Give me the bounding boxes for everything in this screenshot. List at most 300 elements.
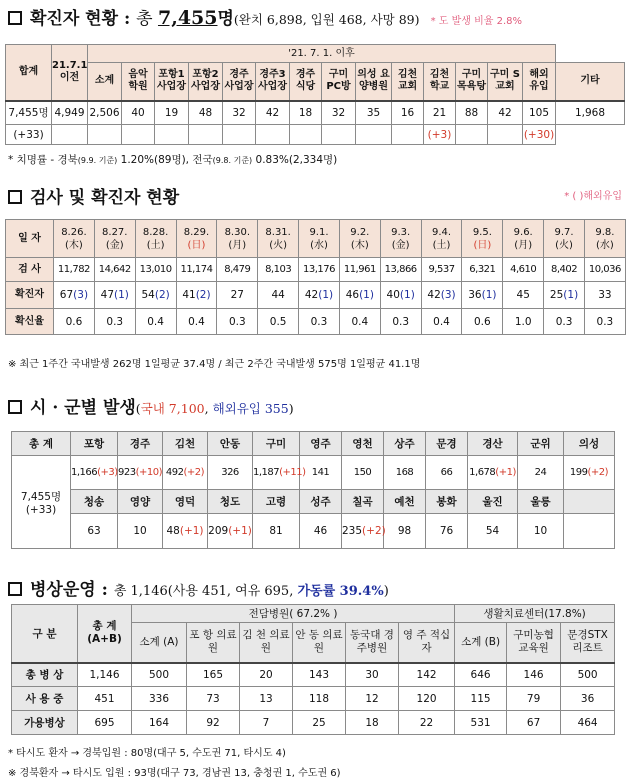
date-header — [176, 220, 217, 258]
positive-rate: 0.3 — [217, 309, 258, 335]
region-value — [518, 514, 564, 549]
confirmed-number: 46 — [345, 289, 360, 301]
overseas-number: (1) — [318, 289, 334, 301]
empty-cell — [356, 125, 392, 145]
gumi-increment: (+3) — [424, 125, 456, 145]
date-label: 8.27. — [102, 226, 128, 238]
weekday-label: (月) — [514, 239, 533, 251]
overseas-number: (2) — [195, 289, 211, 301]
facility-header: 포 항 의료원 — [187, 623, 240, 663]
positive-rate: 0.3 — [380, 309, 421, 335]
section-regional-header: 시 · 군별 발생(국내 7,100, 해외유입 355) — [8, 393, 294, 418]
cluster-header: 의성 요양병원 — [356, 63, 392, 101]
region-increment: (+1) — [179, 525, 204, 537]
header-rate: 확신율 — [6, 309, 54, 335]
region-value — [208, 456, 253, 490]
region-name: 경주 — [118, 432, 163, 456]
section-title: 병상운영 — [30, 580, 96, 600]
region-value — [163, 456, 208, 490]
bed-count: 30 — [346, 663, 399, 687]
date-header — [503, 220, 544, 258]
cluster-header: 구미 PC방 — [322, 63, 356, 101]
facility-header: 소계 (B) — [455, 623, 507, 663]
empty-cell — [155, 125, 189, 145]
region-count: 1,678 — [469, 467, 496, 478]
bed-count: 25 — [293, 711, 346, 735]
test-count: 11,782 — [54, 258, 95, 282]
confirmed-number: 25 — [549, 289, 564, 301]
cluster-header: 해외 유입 — [523, 63, 556, 101]
before-value: 4,949 — [52, 101, 88, 125]
region-count: 76 — [439, 525, 454, 537]
positive-rate: 0.5 — [258, 309, 299, 335]
empty-cell — [290, 125, 322, 145]
empty-cell — [322, 125, 356, 145]
header-category: 구 분 — [12, 605, 78, 663]
beds-summary: 총 1,146(사용 451, 여유 695, — [113, 584, 298, 599]
date-header — [339, 220, 380, 258]
cluster-value: 16 — [392, 101, 424, 125]
region-increment: (+1) — [228, 525, 252, 537]
header-hospitals: 전담병원( 67.2% ) — [132, 605, 455, 623]
bed-count: 120 — [399, 687, 455, 711]
bed-count: 13 — [240, 687, 293, 711]
weekday-label: (金) — [105, 239, 124, 251]
row-label: 가용병상 — [12, 711, 78, 735]
empty-cell — [564, 514, 615, 549]
confirmed-number: 36 — [468, 289, 482, 301]
weekday-label: (土) — [432, 239, 451, 251]
region-count: 1,187 — [253, 467, 280, 478]
confirmed-number: 44 — [271, 289, 285, 301]
confirmed-count — [339, 282, 380, 309]
bed-count: 92 — [187, 711, 240, 735]
empty-cell — [122, 125, 155, 145]
row-total: 451 — [78, 687, 132, 711]
regional-total: 7,455명 (+33) — [12, 456, 71, 549]
region-count: 54 — [485, 525, 500, 537]
region-name: 청송 — [71, 490, 118, 514]
test-count: 6,321 — [462, 258, 503, 282]
header-before: 21.7.1 이전 — [52, 45, 88, 101]
date-label: 9.2. — [350, 226, 370, 238]
region-increment: (+1) — [495, 467, 516, 478]
confirmed-count — [135, 282, 176, 309]
region-value — [253, 514, 300, 549]
cluster-value: 19 — [155, 101, 189, 125]
facility-header: 김 천 의료원 — [240, 623, 293, 663]
cluster-header: 경주 식당 — [290, 63, 322, 101]
facility-header: 안 동 의료원 — [293, 623, 346, 663]
region-value — [426, 456, 468, 490]
empty-cell — [564, 490, 615, 514]
region-name: 상주 — [384, 432, 426, 456]
date-label: 8.31. — [265, 226, 291, 238]
region-count: 168 — [395, 467, 414, 478]
region-increment: (+2) — [362, 525, 386, 537]
date-header — [258, 220, 299, 258]
confirmed-count — [544, 282, 585, 309]
confirmed-number: 42 — [304, 289, 319, 301]
cluster-value: 35 — [356, 101, 392, 125]
cluster-header: 포항2 사업장 — [189, 63, 223, 101]
region-name: 울진 — [468, 490, 518, 514]
test-count: 9,537 — [421, 258, 462, 282]
overseas-number: (1) — [359, 289, 374, 301]
header-period: '21. 7. 1. 이후 — [88, 45, 556, 63]
overseas-number: (1) — [563, 289, 579, 301]
bed-count: 22 — [399, 711, 455, 735]
cluster-value: 21 — [424, 101, 456, 125]
region-increment: (+11) — [279, 467, 306, 478]
confirmed-count — [421, 282, 462, 309]
bed-count: 7 — [240, 711, 293, 735]
header-total: 총 계 — [12, 432, 71, 456]
weekly-note: ※ 최근 1주간 국내발생 262명 1일평균 37.4명 / 최근 2주간 국내발생 575명 1일평균 41.1명 — [8, 359, 421, 370]
cluster-value: 40 — [122, 101, 155, 125]
region-value — [71, 456, 118, 490]
confirmed-count — [54, 282, 95, 309]
cluster-value: 105 — [523, 101, 556, 125]
region-value — [163, 514, 208, 549]
confirmed-count — [584, 282, 625, 309]
date-header — [94, 220, 135, 258]
bed-count: 500 — [132, 663, 187, 687]
total-detail: (완치 6,898, 입원 468, 사망 89) — [233, 12, 420, 27]
region-value — [384, 456, 426, 490]
region-count: 48 — [166, 525, 180, 537]
region-count: 141 — [311, 467, 330, 478]
weekday-label: (水) — [310, 239, 328, 251]
overseas-number: (3) — [440, 289, 456, 301]
positive-rate: 0.6 — [462, 309, 503, 335]
region-increment: (+10) — [135, 467, 162, 478]
facility-header: 동국대 경주병원 — [346, 623, 399, 663]
test-count: 8,402 — [544, 258, 585, 282]
weekday-label: (火) — [555, 239, 573, 251]
region-name: 울릉 — [518, 490, 564, 514]
square-bullet-icon — [8, 400, 22, 414]
bed-count: 146 — [507, 663, 561, 687]
facility-header: 소계 (A) — [132, 623, 187, 663]
date-label: 9.6. — [513, 226, 533, 238]
facility-header: 구미농협 교육원 — [507, 623, 561, 663]
region-name: 영덕 — [163, 490, 208, 514]
region-name: 김천 — [163, 432, 208, 456]
bed-count: 79 — [507, 687, 561, 711]
region-name: 영천 — [342, 432, 384, 456]
weekday-label: (月) — [228, 239, 247, 251]
weekday-label: (木) — [65, 239, 83, 251]
etc-increment: (+30) — [523, 125, 556, 145]
outbound-note: ※ 경북환자 → 타시도 입원 : 93명(대구 73, 경남권 13, 충청권 1, 수도권 6) — [8, 768, 341, 779]
section-tests-header — [8, 183, 622, 208]
region-value — [118, 456, 163, 490]
ratio-note: * 도 발생 비율 2.8% — [430, 16, 523, 27]
cluster-header: 김천 교회 — [392, 63, 424, 101]
positive-rate: 0.4 — [339, 309, 380, 335]
date-header — [54, 220, 95, 258]
weekday-label: (金) — [391, 239, 410, 251]
overseas-number: (3) — [73, 289, 89, 301]
confirmed-count — [380, 282, 421, 309]
bed-count: 36 — [561, 687, 615, 711]
test-count: 10,036 — [584, 258, 625, 282]
region-count: 66 — [440, 467, 453, 478]
bed-count: 67 — [507, 711, 561, 735]
positive-rate: 0.3 — [584, 309, 625, 335]
bed-count: 143 — [293, 663, 346, 687]
test-count: 11,961 — [339, 258, 380, 282]
cluster-value: 32 — [223, 101, 256, 125]
region-name: 성주 — [300, 490, 342, 514]
bed-count: 164 — [132, 711, 187, 735]
square-bullet-icon — [8, 11, 22, 25]
cluster-header: 음악 학원 — [122, 63, 155, 101]
utilization-rate: 가동률 39.4% — [297, 584, 384, 599]
positive-rate: 0.4 — [135, 309, 176, 335]
weekday-label: (火) — [269, 239, 288, 251]
date-label: 9.3. — [391, 226, 411, 238]
bed-count: 115 — [455, 687, 507, 711]
region-increment: (+3) — [97, 467, 118, 478]
positive-rate: 0.4 — [421, 309, 462, 335]
header-confirmed: 확진자 — [6, 282, 54, 309]
bed-count: 20 — [240, 663, 293, 687]
confirmed-count — [503, 282, 544, 309]
header-beds-total: 총 계 (A+B) — [78, 605, 132, 663]
overseas-count: 해외유입 355 — [212, 401, 289, 416]
confirmed-count — [217, 282, 258, 309]
bed-count: 646 — [455, 663, 507, 687]
regional-table — [11, 431, 615, 549]
region-count: 46 — [313, 525, 328, 537]
header-tests: 검 사 — [6, 258, 54, 282]
region-name: 예천 — [384, 490, 426, 514]
test-count: 8,479 — [217, 258, 258, 282]
row-label: 총 병 상 — [12, 663, 78, 687]
region-name: 영주 — [300, 432, 342, 456]
date-label: 9.7. — [554, 226, 574, 238]
region-increment: (+2) — [587, 467, 609, 478]
cluster-header: 경주3 사업장 — [256, 63, 290, 101]
date-label: 8.29. — [183, 226, 210, 238]
region-value — [300, 514, 342, 549]
date-header — [135, 220, 176, 258]
region-name: 군위 — [518, 432, 564, 456]
region-name: 의성 — [564, 432, 615, 456]
date-label: 8.30. — [224, 226, 251, 238]
cluster-header: 경주 사업장 — [223, 63, 256, 101]
bed-count: 12 — [346, 687, 399, 711]
date-header — [421, 220, 462, 258]
subtotal-value: 2,506 — [88, 101, 122, 125]
overseas-number: (1) — [399, 289, 415, 301]
region-name: 칠곡 — [342, 490, 384, 514]
empty-cell — [189, 125, 223, 145]
region-count: 24 — [534, 467, 547, 478]
row-total: 1,146 — [78, 663, 132, 687]
bed-count: 531 — [455, 711, 507, 735]
confirmed-breakdown-table — [5, 44, 625, 145]
section-title: 시 · 군별 발생 — [30, 398, 136, 418]
test-count: 4,610 — [503, 258, 544, 282]
cluster-header: 구미 목욕탕 — [456, 63, 488, 101]
inbound-note: * 타시도 환자 → 경북입원 : 80명(대구 5, 수도권 71, 타시도 4) — [8, 748, 286, 759]
region-value — [518, 456, 564, 490]
confirmed-number: 40 — [386, 289, 400, 301]
region-count: 81 — [269, 525, 283, 537]
bed-count: 336 — [132, 687, 187, 711]
region-increment: (+2) — [183, 467, 205, 478]
date-label: 9.4. — [431, 226, 452, 238]
region-value — [468, 514, 518, 549]
date-label: 9.8. — [595, 226, 615, 238]
date-header — [299, 220, 340, 258]
cluster-value: 18 — [290, 101, 322, 125]
header-centers: 생활치료센터(17.8%) — [455, 605, 615, 623]
region-value — [342, 456, 384, 490]
region-name: 청도 — [208, 490, 253, 514]
test-count: 8,103 — [258, 258, 299, 282]
cluster-header: 김천 학교 — [424, 63, 456, 101]
date-header — [584, 220, 625, 258]
region-name: 포항 — [71, 432, 118, 456]
positive-rate: 0.3 — [299, 309, 340, 335]
confirmed-count — [176, 282, 217, 309]
positive-rate: 0.3 — [544, 309, 585, 335]
section-beds-header: 병상운영 : 총 1,146(사용 451, 여유 695, 가동률 39.4%) — [8, 575, 389, 600]
row-total: 695 — [78, 711, 132, 735]
section-title: 확진자 현황 — [30, 9, 119, 29]
date-label: 9.1. — [309, 226, 329, 238]
date-label: 9.5. — [472, 226, 492, 238]
domestic-count: 국내 7,100 — [140, 401, 205, 416]
section-title: 검사 및 확진자 현황 — [30, 188, 180, 208]
test-count: 13,866 — [380, 258, 421, 282]
overseas-number: (1) — [114, 289, 129, 301]
confirmed-number: 45 — [516, 289, 530, 301]
region-value — [384, 514, 426, 549]
cluster-value: 42 — [488, 101, 523, 125]
cluster-header: 구미 S교회 — [488, 63, 523, 101]
cluster-header: 소계 — [88, 63, 122, 101]
region-value — [71, 514, 118, 549]
region-name: 경산 — [468, 432, 518, 456]
region-count: 492 — [165, 467, 184, 478]
region-name: 고령 — [253, 490, 300, 514]
confirmed-count — [299, 282, 340, 309]
section-confirmed-header: 확진자 현황 : 총 7,455명(완치 6,898, 입원 468, 사망 89) * 도 발생 비율 2.8% — [8, 4, 522, 29]
bed-count: 142 — [399, 663, 455, 687]
region-count: 209 — [208, 525, 229, 537]
confirmed-number: 67 — [59, 289, 74, 301]
test-count: 11,174 — [176, 258, 217, 282]
region-name: 안동 — [208, 432, 253, 456]
overseas-number: (1) — [481, 289, 497, 301]
daily-tests-table — [5, 219, 626, 335]
row-label: 사 용 중 — [12, 687, 78, 711]
date-header — [544, 220, 585, 258]
test-count: 13,010 — [135, 258, 176, 282]
cluster-value: 48 — [189, 101, 223, 125]
header-total: 합계 — [6, 45, 52, 101]
region-count: 235 — [342, 525, 363, 537]
region-value — [342, 514, 384, 549]
square-bullet-icon — [8, 190, 22, 204]
bed-count: 165 — [187, 663, 240, 687]
bed-count: 118 — [293, 687, 346, 711]
confirmed-number: 33 — [598, 289, 612, 301]
cluster-value: 32 — [322, 101, 356, 125]
region-name: 구미 — [253, 432, 300, 456]
confirmed-count — [94, 282, 135, 309]
header-date: 일 자 — [6, 220, 54, 258]
weekday-label: (日) — [187, 239, 206, 251]
fatality-note: * 치명률 - 경북(9.9. 기준) 1.20%(89명), 전국(9.8. 기준) 0.83%(2,334명) — [8, 154, 338, 166]
confirmed-count — [258, 282, 299, 309]
overseas-number: (2) — [154, 289, 170, 301]
date-header — [217, 220, 258, 258]
empty-cell — [223, 125, 256, 145]
bed-count: 73 — [187, 687, 240, 711]
positive-rate: 1.0 — [503, 309, 544, 335]
confirmed-number: 47 — [100, 289, 115, 301]
empty-cell — [392, 125, 424, 145]
facility-header: 영 주 적십자 — [399, 623, 455, 663]
weekday-label: (日) — [473, 239, 492, 251]
empty-cell — [256, 125, 290, 145]
positive-rate: 0.3 — [94, 309, 135, 335]
region-count: 150 — [353, 467, 372, 478]
date-header — [462, 220, 503, 258]
confirmed-number: 54 — [141, 289, 155, 301]
cluster-value: 88 — [456, 101, 488, 125]
overseas-note: * ( )해외유입 — [564, 191, 622, 202]
empty-cell — [488, 125, 523, 145]
region-count: 98 — [397, 525, 412, 537]
square-bullet-icon — [8, 582, 22, 596]
confirmed-number: 27 — [230, 289, 244, 301]
region-count: 1,166 — [71, 467, 98, 478]
test-count: 14,642 — [94, 258, 135, 282]
bed-count: 18 — [346, 711, 399, 735]
cluster-value: 1,968 — [556, 101, 625, 125]
facility-header: 문경STX 리조트 — [561, 623, 615, 663]
confirmed-number: 41 — [182, 289, 196, 301]
date-label: 8.26. — [61, 226, 87, 238]
region-count: 326 — [221, 467, 239, 478]
cluster-header: 기타 — [556, 63, 625, 101]
region-value — [253, 456, 306, 490]
region-count: 199 — [569, 467, 588, 478]
region-value — [208, 514, 253, 549]
region-value — [468, 456, 518, 490]
date-header — [380, 220, 421, 258]
region-value — [118, 514, 163, 549]
positive-rate: 0.6 — [54, 309, 95, 335]
region-name: 문경 — [426, 432, 468, 456]
region-count: 923 — [118, 467, 136, 478]
region-value — [426, 514, 468, 549]
region-value — [564, 456, 615, 490]
weekday-label: (土) — [146, 239, 165, 251]
region-name: 봉화 — [426, 490, 468, 514]
cluster-header: 포항1 사업장 — [155, 63, 189, 101]
region-name: 영양 — [118, 490, 163, 514]
beds-table — [11, 604, 615, 735]
bed-count: 464 — [561, 711, 615, 735]
